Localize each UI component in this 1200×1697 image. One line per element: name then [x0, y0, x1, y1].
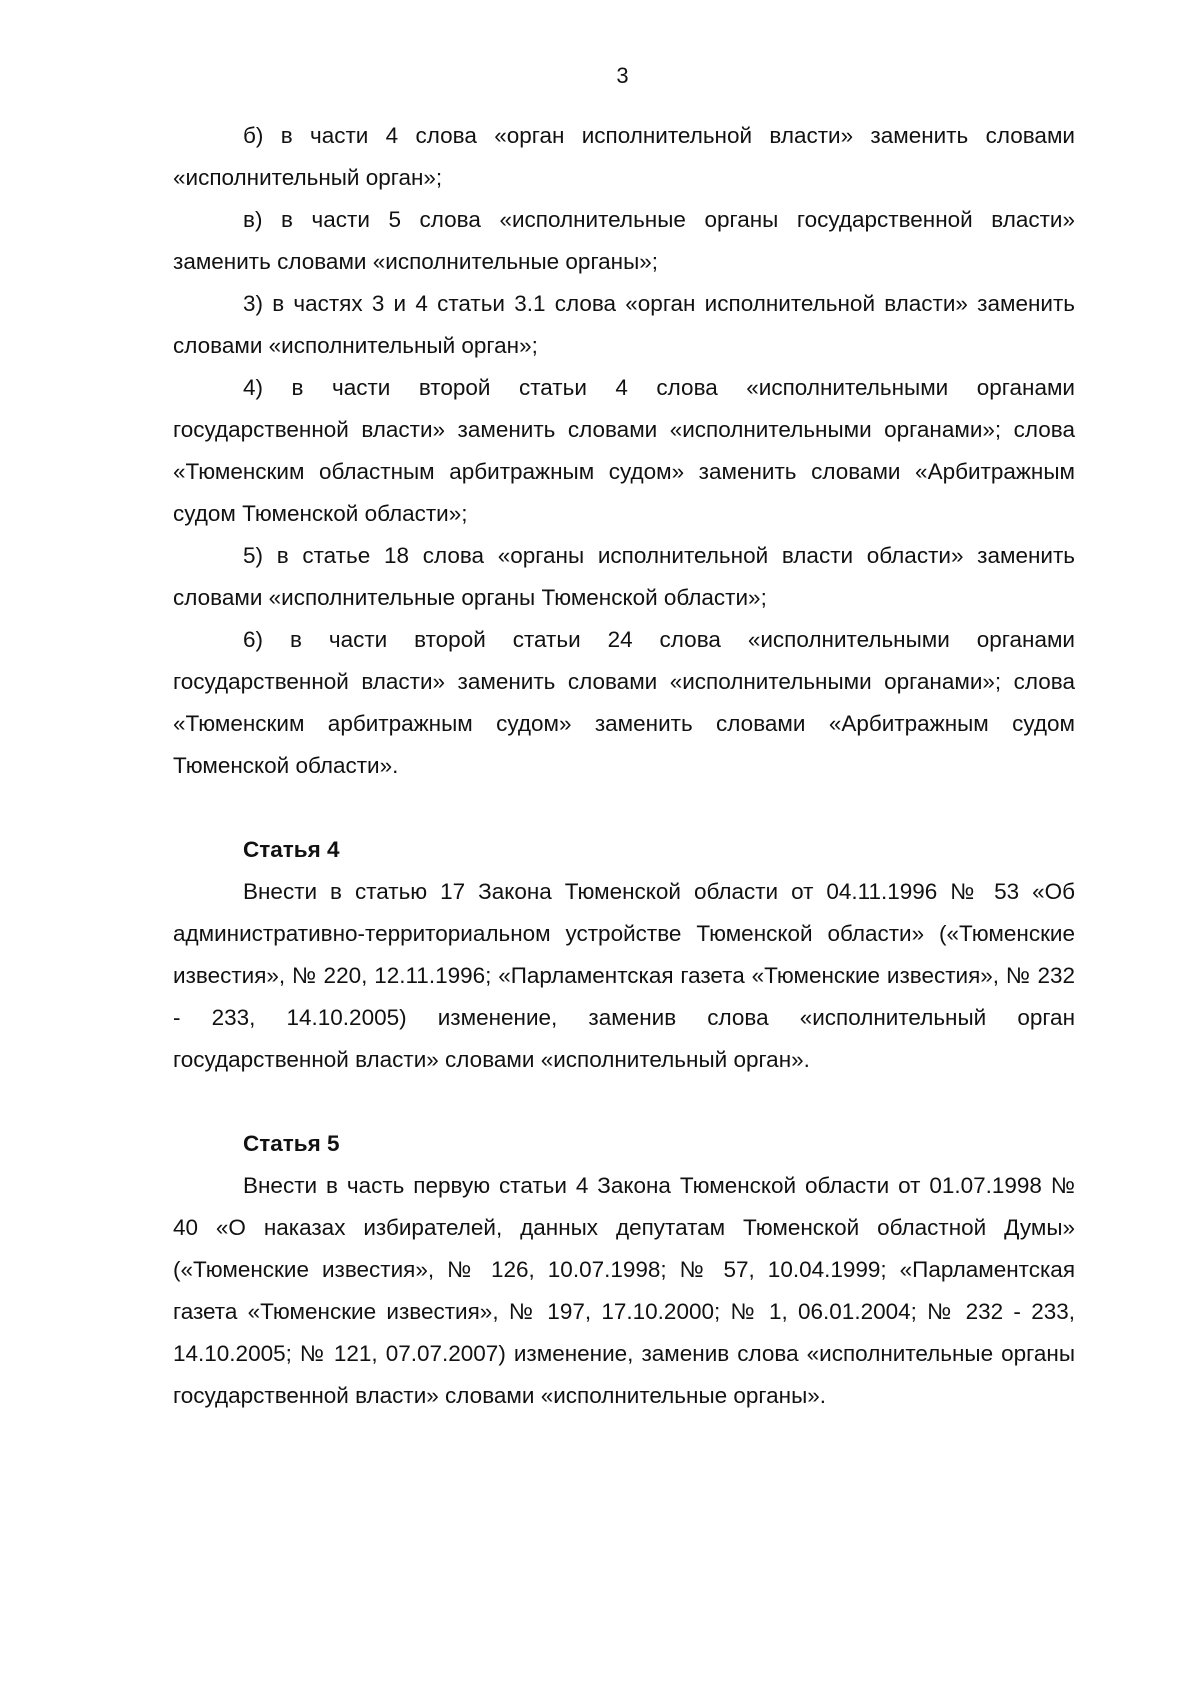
- paragraph-5: 5) в статье 18 слова «органы исполнительной власти области» заменить словами «исполнительные органы Тюменской области»;: [173, 543, 1075, 610]
- article-4-text: Внести в статью 17 Закона Тюменской области от 04.11.1996 № 53 «Об административно-территориальном устройстве Тюменской области» («Тюменские известия», № 220, 12.11.1996; «Парламентская газета «Тюменские известия», № 232 - 233, 14.10.2005) изменение, заменив слова «исполнительный орган государственной власти» словами «исполнительный орган».: [173, 879, 1075, 1072]
- paragraph-v: в) в части 5 слова «исполнительные органы государственной власти» заменить словами «исполнительные органы»;: [173, 207, 1075, 274]
- document-body: [173, 115, 1075, 1417]
- article-5-text: Внести в часть первую статьи 4 Закона Тюменской области от 01.07.1998 № 40 «О наказах избирателей, данных депутатам Тюменской областной Думы» («Тюменские известия», № 126, 10.07.1998; № 57, 10.04.1999; «Парламентская газета «Тюменские известия», № 197, 17.10.2000; № 1, 06.01.2004; № 232 - 233, 14.10.2005; № 121, 07.07.2007) изменение, заменив слова «исполнительные органы государственной власти» словами «исполнительные органы».: [173, 1173, 1075, 1408]
- article-4-heading: Статья 4: [243, 837, 340, 862]
- page-number: 3: [616, 63, 629, 88]
- paragraph-4: 4) в части второй статьи 4 слова «исполнительными органами государственной власти» заменить словами «исполнительными органами»; слова «Тюменским областным арбитражным судом» заменить словами «Арбитражным судом Тюменской области»;: [173, 375, 1075, 526]
- article-5-heading: Статья 5: [243, 1131, 340, 1156]
- paragraph-b: б) в части 4 слова «орган исполнительной власти» заменить словами «исполнительный орган»;: [173, 123, 1075, 190]
- paragraph-6: 6) в части второй статьи 24 слова «исполнительными органами государственной власти» заменить словами «исполнительными органами»; слова «Тюменским арбитражным судом» заменить словами «Арбитражным судом Тюменской области».: [173, 627, 1075, 778]
- paragraph-3: 3) в частях 3 и 4 статьи 3.1 слова «орган исполнительной власти» заменить словами «исполнительный орган»;: [173, 291, 1075, 358]
